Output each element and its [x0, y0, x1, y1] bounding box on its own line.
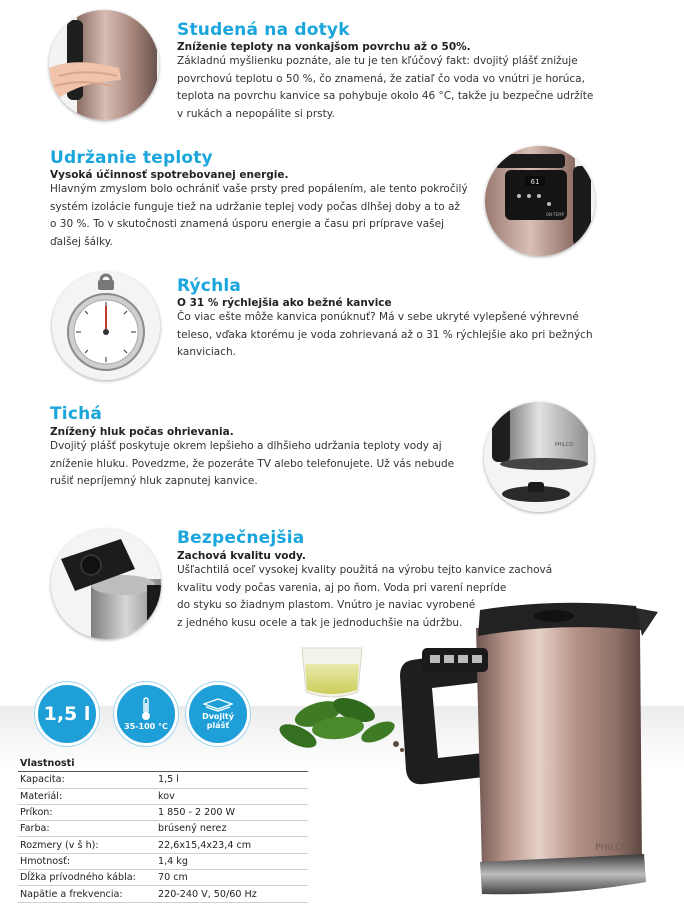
spec-value: 220-240 V, 50/60 Hz [156, 886, 308, 902]
safer-image [51, 529, 161, 639]
spec-key: Farba: [18, 821, 156, 837]
touch-line: teplota na povrchu kanvice sa pohybuje okolo 46 °C, takže ju bezpečne udržíte [177, 90, 594, 102]
thermometer-icon [139, 697, 153, 721]
spec-key: Dĺžka prívodného kábla: [18, 870, 156, 886]
specs-table [18, 756, 308, 903]
volume-label: 1,5 l [43, 703, 91, 725]
spec-key: Kapacita: [18, 772, 156, 788]
safer-subtitle: Zachová kvalitu vody. [177, 550, 306, 562]
table-row [18, 886, 308, 902]
fast-line: Čo viac ešte môže kanvica ponúknuť? Má v sebe ukryté vylepšené výhrevné [177, 311, 579, 323]
control-panel-illustration [485, 146, 595, 256]
fast-line: teleso, vďaka ktorému je voda zohrievaná až o 31 % rýchlejšie ako pri bežných [177, 328, 593, 341]
display-label: ON-TEMP [545, 212, 565, 217]
safer-line: Ušľachtilá oceľ vysokej kvality použitá na výrobu tejto kanvice zachová [177, 564, 553, 576]
keepwarm-body [50, 181, 470, 251]
table-row [18, 788, 308, 804]
quiet-line: Dvojitý plášť poskytuje okrem lepšieho a dlhšieho udržania teploty vody aj [50, 440, 442, 452]
touch-line: v rukách a nepopálite si prsty. [177, 107, 335, 120]
touch-line: Základnú myšlienku poznáte, ale tu je ten kľúčový fakt: dvojitý plášť znižuje [177, 55, 578, 67]
table-row [18, 837, 308, 853]
quiet-body [50, 438, 470, 491]
safer-title: Bezpečnejšia [177, 528, 305, 548]
fast-title: Rýchla [177, 276, 242, 296]
safer-line: kvalitu vody počas varenia, aj po ňom. Voda pri varení nepríde [177, 581, 507, 594]
spec-value: 1,4 kg [156, 853, 308, 869]
specs-header-row [18, 756, 308, 772]
specs-header: Vlastnosti [18, 756, 156, 772]
fast-body [177, 309, 607, 362]
spec-key: Príkon: [18, 804, 156, 820]
spec-value: kov [156, 788, 308, 804]
table-row [18, 804, 308, 820]
touch-subtitle: Zníženie teploty na vonkajšom povrchu až o 50%. [177, 41, 471, 53]
keepwarm-line: ďalšej šálky. [50, 235, 113, 248]
quiet-title: Tichá [50, 404, 103, 424]
double-wall-badge [186, 682, 250, 746]
layers-icon [203, 698, 233, 712]
spec-key: Napätie a frekvencia: [18, 886, 156, 902]
kettle-product-image [396, 600, 666, 905]
kettle-brand-small: PHILCO [554, 442, 574, 448]
safer-line: do styku so žiadnym plastom. Vnútro je naviac vyrobené [177, 599, 476, 611]
touch-line: povrchovú teplotu o 50 %, čo znamená, že zatiaľ čo voda vo vnútri je horúca, [177, 72, 585, 85]
spec-value: 1,5 l [156, 772, 308, 788]
keepwarm-image [485, 146, 595, 256]
table-row [18, 821, 308, 837]
quiet-image [484, 402, 594, 512]
keepwarm-subtitle: Vysoká účinnosť spotrebovanej energie. [50, 169, 289, 181]
keepwarm-line: Hlavným zmyslom bolo ochrániť vaše prsty pred popálením, ale tento pokročilý [50, 183, 468, 195]
stopwatch-icon [52, 272, 160, 380]
touch-body [177, 53, 607, 123]
double-wall-label: Dvojitý plášť [202, 712, 234, 730]
volume-badge [35, 682, 99, 746]
quiet-subtitle: Znížený hluk počas ohrievania. [50, 426, 234, 438]
spec-value: 70 cm [156, 870, 308, 886]
table-row [18, 870, 308, 886]
spec-value: brúsený nerez [156, 821, 308, 837]
spec-key: Materiál: [18, 788, 156, 804]
spec-key: Rozmery (v š h): [18, 837, 156, 853]
kettle-brand-label: PHILCO [595, 843, 629, 853]
quiet-line: zníženie hluku. Povedzme, že pozeráte TV alebo telefonujete. Už vás nebude [50, 457, 455, 470]
safer-line: z jedného kusu ocele a tak je jednoduchšie na údržbu. [177, 616, 463, 629]
quiet-line: rušiť nepríjemný hluk zapnutej kanvice. [50, 475, 258, 487]
touch-image [49, 10, 159, 120]
spec-value: 1 850 - 2 200 W [156, 804, 308, 820]
temperature-badge [114, 682, 178, 746]
temperature-label: 35-100 °C [124, 722, 168, 731]
keepwarm-title: Udržanie teploty [50, 148, 213, 168]
table-row [18, 772, 308, 788]
fast-line: kanviciach. [177, 346, 237, 358]
kettle-base-illustration [484, 402, 594, 512]
kettle-hand-illustration [49, 10, 159, 120]
fast-subtitle: O 31 % rýchlejšia ako bežné kanvice [177, 297, 392, 309]
keepwarm-line: o 30 %. To v skutočnosti znamená úsporu energie a času pri príprave vašej [50, 218, 445, 230]
svg-text:61: 61 [530, 178, 540, 186]
fast-image [52, 272, 160, 380]
keepwarm-line: systém izolácie funguje tiež na udržanie teplej vody počas dlhšej doby a to až [50, 200, 460, 213]
spec-value: 22,6x15,4x23,4 cm [156, 837, 308, 853]
table-row [18, 853, 308, 869]
open-lid-illustration [51, 529, 161, 639]
spec-key: Hmotnosť: [18, 853, 156, 869]
touch-title: Studená na dotyk [177, 20, 350, 40]
